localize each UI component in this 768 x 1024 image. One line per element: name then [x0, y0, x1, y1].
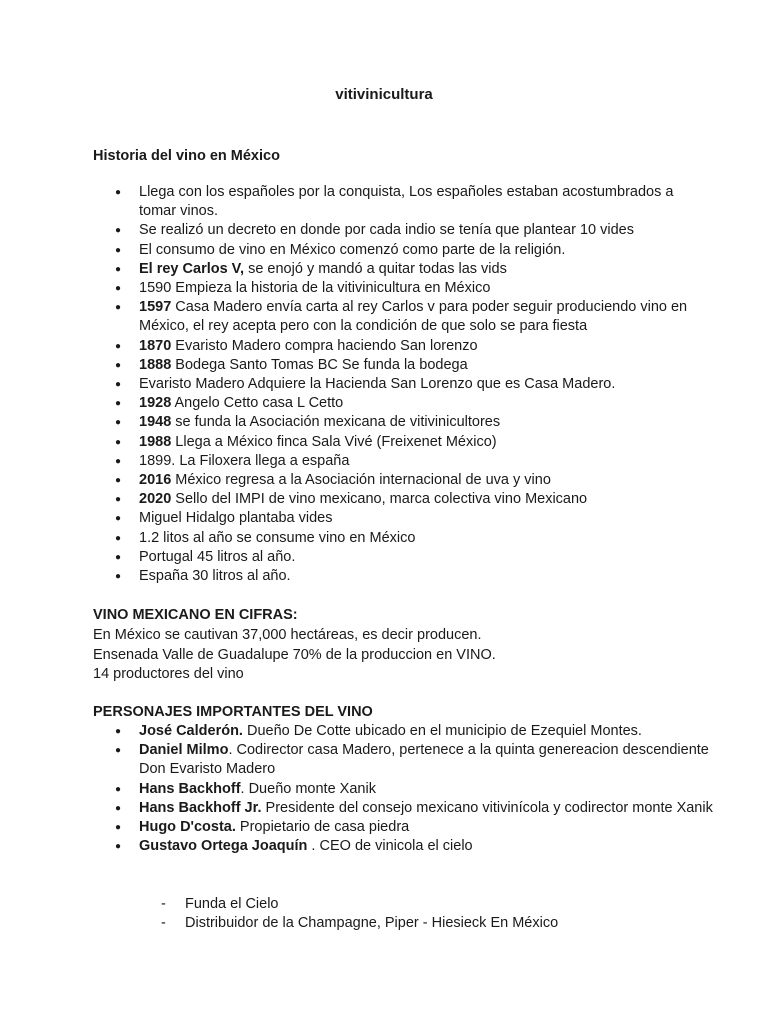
list-item: ● 1870 Evaristo Madero compra haciendo San lorenzo: [93, 337, 713, 356]
list-item: ● 1888 Bodega Santo Tomas BC Se funda la bodega: [93, 356, 713, 375]
cifras-line: Ensenada Valle de Guadalupe 70% de la produccion en VINO.: [93, 646, 496, 663]
list-item: ● Se realizó un decreto en donde por cada indio se tenía que plantear 10 vides: [93, 221, 713, 240]
sub-list-item: - Distribuidor de la Champagne, Piper - Hiesieck En México: [93, 914, 713, 933]
list-item: ● España 30 litros al año.: [93, 567, 713, 586]
section-heading-historia: Historia del vino en México: [93, 148, 280, 164]
list-item: ● Portugal 45 litros al año.: [93, 548, 713, 567]
list-item: ● Miguel Hidalgo plantaba vides: [93, 509, 713, 528]
list-item: ● El consumo de vino en México comenzó como parte de la religión.: [93, 241, 713, 260]
list-item: ● Hugo D'costa. Propietario de casa piedra: [93, 818, 713, 837]
list-item: ● José Calderón. Dueño De Cotte ubicado en el municipio de Ezequiel Montes.: [93, 722, 713, 741]
list-item: ● El rey Carlos V, se enojó y mandó a quitar todas las vids: [93, 260, 713, 279]
list-item: ● Daniel Milmo. Codirector casa Madero, pertenece a la quinta genereacion descendiente Don Evaristo Madero: [93, 741, 713, 779]
list-item: ● 1948 se funda la Asociación mexicana de vitivinicultores: [93, 413, 713, 432]
list-item: ● 1590 Empieza la historia de la vitivinicultura en México: [93, 279, 713, 298]
historia-list: [93, 183, 713, 586]
list-item: ● 1988 Llega a México finca Sala Vivé (Freixenet México): [93, 433, 713, 452]
gustavo-sublist: [93, 895, 713, 933]
sub-list-item: - Funda el Cielo: [93, 895, 713, 914]
list-item: ● Hans Backhoff Jr. Presidente del consejo mexicano vitivinícola y codirector monte Xanik: [93, 799, 713, 818]
list-item: ● Hans Backhoff. Dueño monte Xanik: [93, 780, 713, 799]
list-item: ● 1899. La Filoxera llega a españa: [93, 452, 713, 471]
personajes-list: [93, 722, 713, 856]
document-title: vitivinicultura: [335, 86, 433, 103]
list-item: ● Llega con los españoles por la conquista, Los españoles estaban acostumbrados a tomar vinos.: [93, 183, 713, 221]
cifras-paragraph: [93, 626, 713, 685]
list-item: ● 1.2 litos al año se consume vino en México: [93, 529, 713, 548]
cifras-line: En México se cautivan 37,000 hectáreas, es decir producen.: [93, 627, 482, 643]
list-item: ● 1928 Angelo Cetto casa L Cetto: [93, 394, 713, 413]
list-item: ● Evaristo Madero Adquiere la Hacienda San Lorenzo que es Casa Madero.: [93, 375, 713, 394]
list-item: ● Gustavo Ortega Joaquín . CEO de vinicola el cielo: [93, 837, 713, 856]
section-heading-personajes: PERSONAJES IMPORTANTES DEL VINO: [93, 704, 373, 720]
list-item: ● 2020 Sello del IMPI de vino mexicano, marca colectiva vino Mexicano: [93, 490, 713, 509]
section-heading-cifras: VINO MEXICANO EN CIFRAS:: [93, 607, 298, 623]
cifras-line: 14 productores del vino: [93, 666, 244, 683]
list-item: ● 1597 Casa Madero envía carta al rey Carlos v para poder seguir produciendo vino en México, el rey acepta pero con la condición de que solo se para fiesta: [93, 298, 713, 336]
list-item: ● 2016 México regresa a la Asociación internacional de uva y vino: [93, 471, 713, 490]
